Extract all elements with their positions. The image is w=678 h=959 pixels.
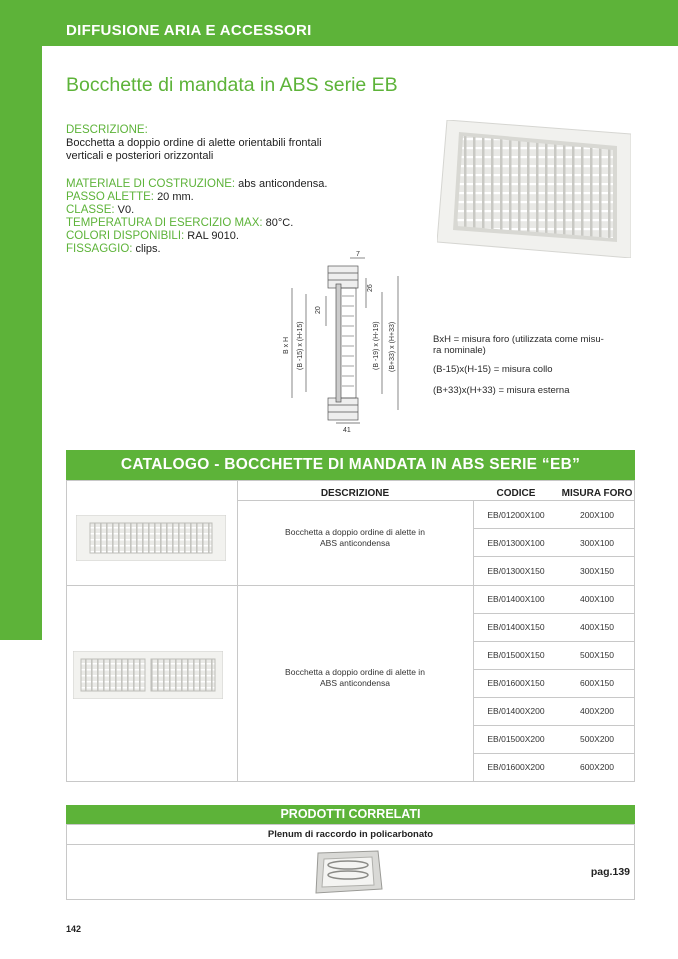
table-cell-size: 600X150 (579, 678, 615, 688)
spec-label: COLORI DISPONIBILI: (66, 230, 185, 242)
spec-pitch (66, 191, 327, 204)
section-header: DIFFUSIONE ARIA E ACCESSORI (66, 22, 312, 39)
legend-hole-size (433, 334, 623, 356)
description-line: ABS anticondensa (320, 538, 390, 548)
description-label: DESCRIZIONE: (66, 124, 148, 136)
dim-label-neck: (B -15) x (H-15) (297, 321, 304, 370)
table-cell-size: 400X100 (579, 594, 615, 604)
legend-line: ra nominale) (433, 345, 486, 356)
plenum-photo (314, 849, 384, 895)
description-line: Bocchetta a doppio ordine di alette in (285, 667, 425, 677)
legend-line: BxH = misura foro (utilizzata come misu- (433, 334, 604, 345)
dim-label-inner: (B -19) x (H-19) (373, 321, 380, 370)
spec-label: PASSO ALETTE: (66, 191, 154, 203)
legend-outer-size: (B+33)x(H+33) = misura esterna (433, 385, 570, 396)
table-cell-code: EB/01500X150 (487, 650, 545, 660)
spec-value: clips. (135, 243, 161, 255)
table-cell-size: 400X200 (579, 706, 615, 716)
spec-temperature (66, 217, 327, 230)
table-cell-size: 200X100 (579, 510, 615, 520)
related-item-title: Plenum di raccordo in policarbonato (267, 829, 434, 840)
dim-bottom: 41 (343, 427, 351, 434)
spec-value: RAL 9010. (187, 230, 239, 242)
table-cell-size: 600X200 (579, 762, 615, 772)
page-number: 142 (66, 924, 82, 934)
spec-label: FISSAGGIO: (66, 243, 133, 255)
table-cell-code: EB/01300X100 (487, 538, 545, 548)
catalog-header: CATALOGO - BOCCHETTE DI MANDATA IN ABS SERIE “EB” (66, 450, 635, 480)
spec-label: TEMPERATURA DI ESERCIZIO MAX: (66, 217, 263, 229)
grille-product-photo (437, 120, 631, 258)
description-block (66, 124, 322, 163)
group-2-description (265, 667, 445, 689)
col-header-size: MISURA FORO (561, 488, 633, 499)
table-cell-code: EB/01200X100 (487, 510, 545, 520)
dim-label-bxh: B x H (283, 336, 290, 354)
spec-colors (66, 230, 327, 243)
dim-mid: 26 (367, 284, 374, 292)
technical-drawing (270, 248, 438, 434)
table-cell-size: 500X150 (579, 650, 615, 660)
description-line: ABS anticondensa (320, 678, 390, 688)
description-line-1: Bocchetta a doppio ordine di alette orientabili frontali (66, 137, 322, 149)
table-cell-code: EB/01500X200 (487, 734, 545, 744)
grille-small-photo (76, 515, 226, 561)
legend-neck-size: (B-15)x(H-15) = misura collo (433, 364, 553, 375)
table-cell-size: 300X100 (579, 538, 615, 548)
page-title: Bocchette di mandata in ABS serie EB (66, 74, 398, 96)
table-cell-size: 500X200 (579, 734, 615, 744)
description-line-2: verticali e posteriori orizzontali (66, 150, 214, 162)
spec-label: MATERIALE DI COSTRUZIONE: (66, 178, 236, 190)
group-1-description (265, 527, 445, 549)
specs-block (66, 178, 327, 256)
table-cell-code: EB/01400X100 (487, 594, 545, 604)
table-cell-code: EB/01300X150 (487, 566, 545, 576)
table-cell-size: 300X150 (579, 566, 615, 576)
table-cell-code: EB/01400X200 (487, 706, 545, 716)
table-cell-code: EB/01600X200 (487, 762, 545, 772)
grille-large-photo (73, 651, 223, 699)
spec-label: CLASSE: (66, 204, 115, 216)
spec-value: 20 mm. (157, 191, 194, 203)
table-cell-code: EB/01400X150 (487, 622, 545, 632)
spec-material (66, 178, 327, 191)
table-cell-code: EB/01600X150 (487, 678, 545, 688)
catalog-table (66, 480, 635, 782)
spec-value: 80°C. (265, 217, 294, 229)
related-products-box (66, 824, 635, 900)
col-header-code: CODICE (496, 488, 536, 499)
spec-class (66, 204, 327, 217)
dim-label-outer: (B+33) x (H+33) (389, 321, 396, 372)
dim-pitch: 20 (315, 306, 322, 314)
spec-value: V0. (117, 204, 135, 216)
col-header-description: DESCRIZIONE (320, 488, 390, 499)
table-cell-size: 400X150 (579, 622, 615, 632)
dim-top: 7 (356, 251, 360, 258)
related-products-header: PRODOTTI CORRELATI (66, 805, 635, 824)
description-line: Bocchetta a doppio ordine di alette in (285, 527, 425, 537)
top-header-bar (0, 0, 678, 46)
related-page-link[interactable]: pag.139 (590, 866, 630, 878)
spec-value: abs anticondensa. (238, 178, 328, 190)
side-accent-bar (0, 0, 42, 640)
